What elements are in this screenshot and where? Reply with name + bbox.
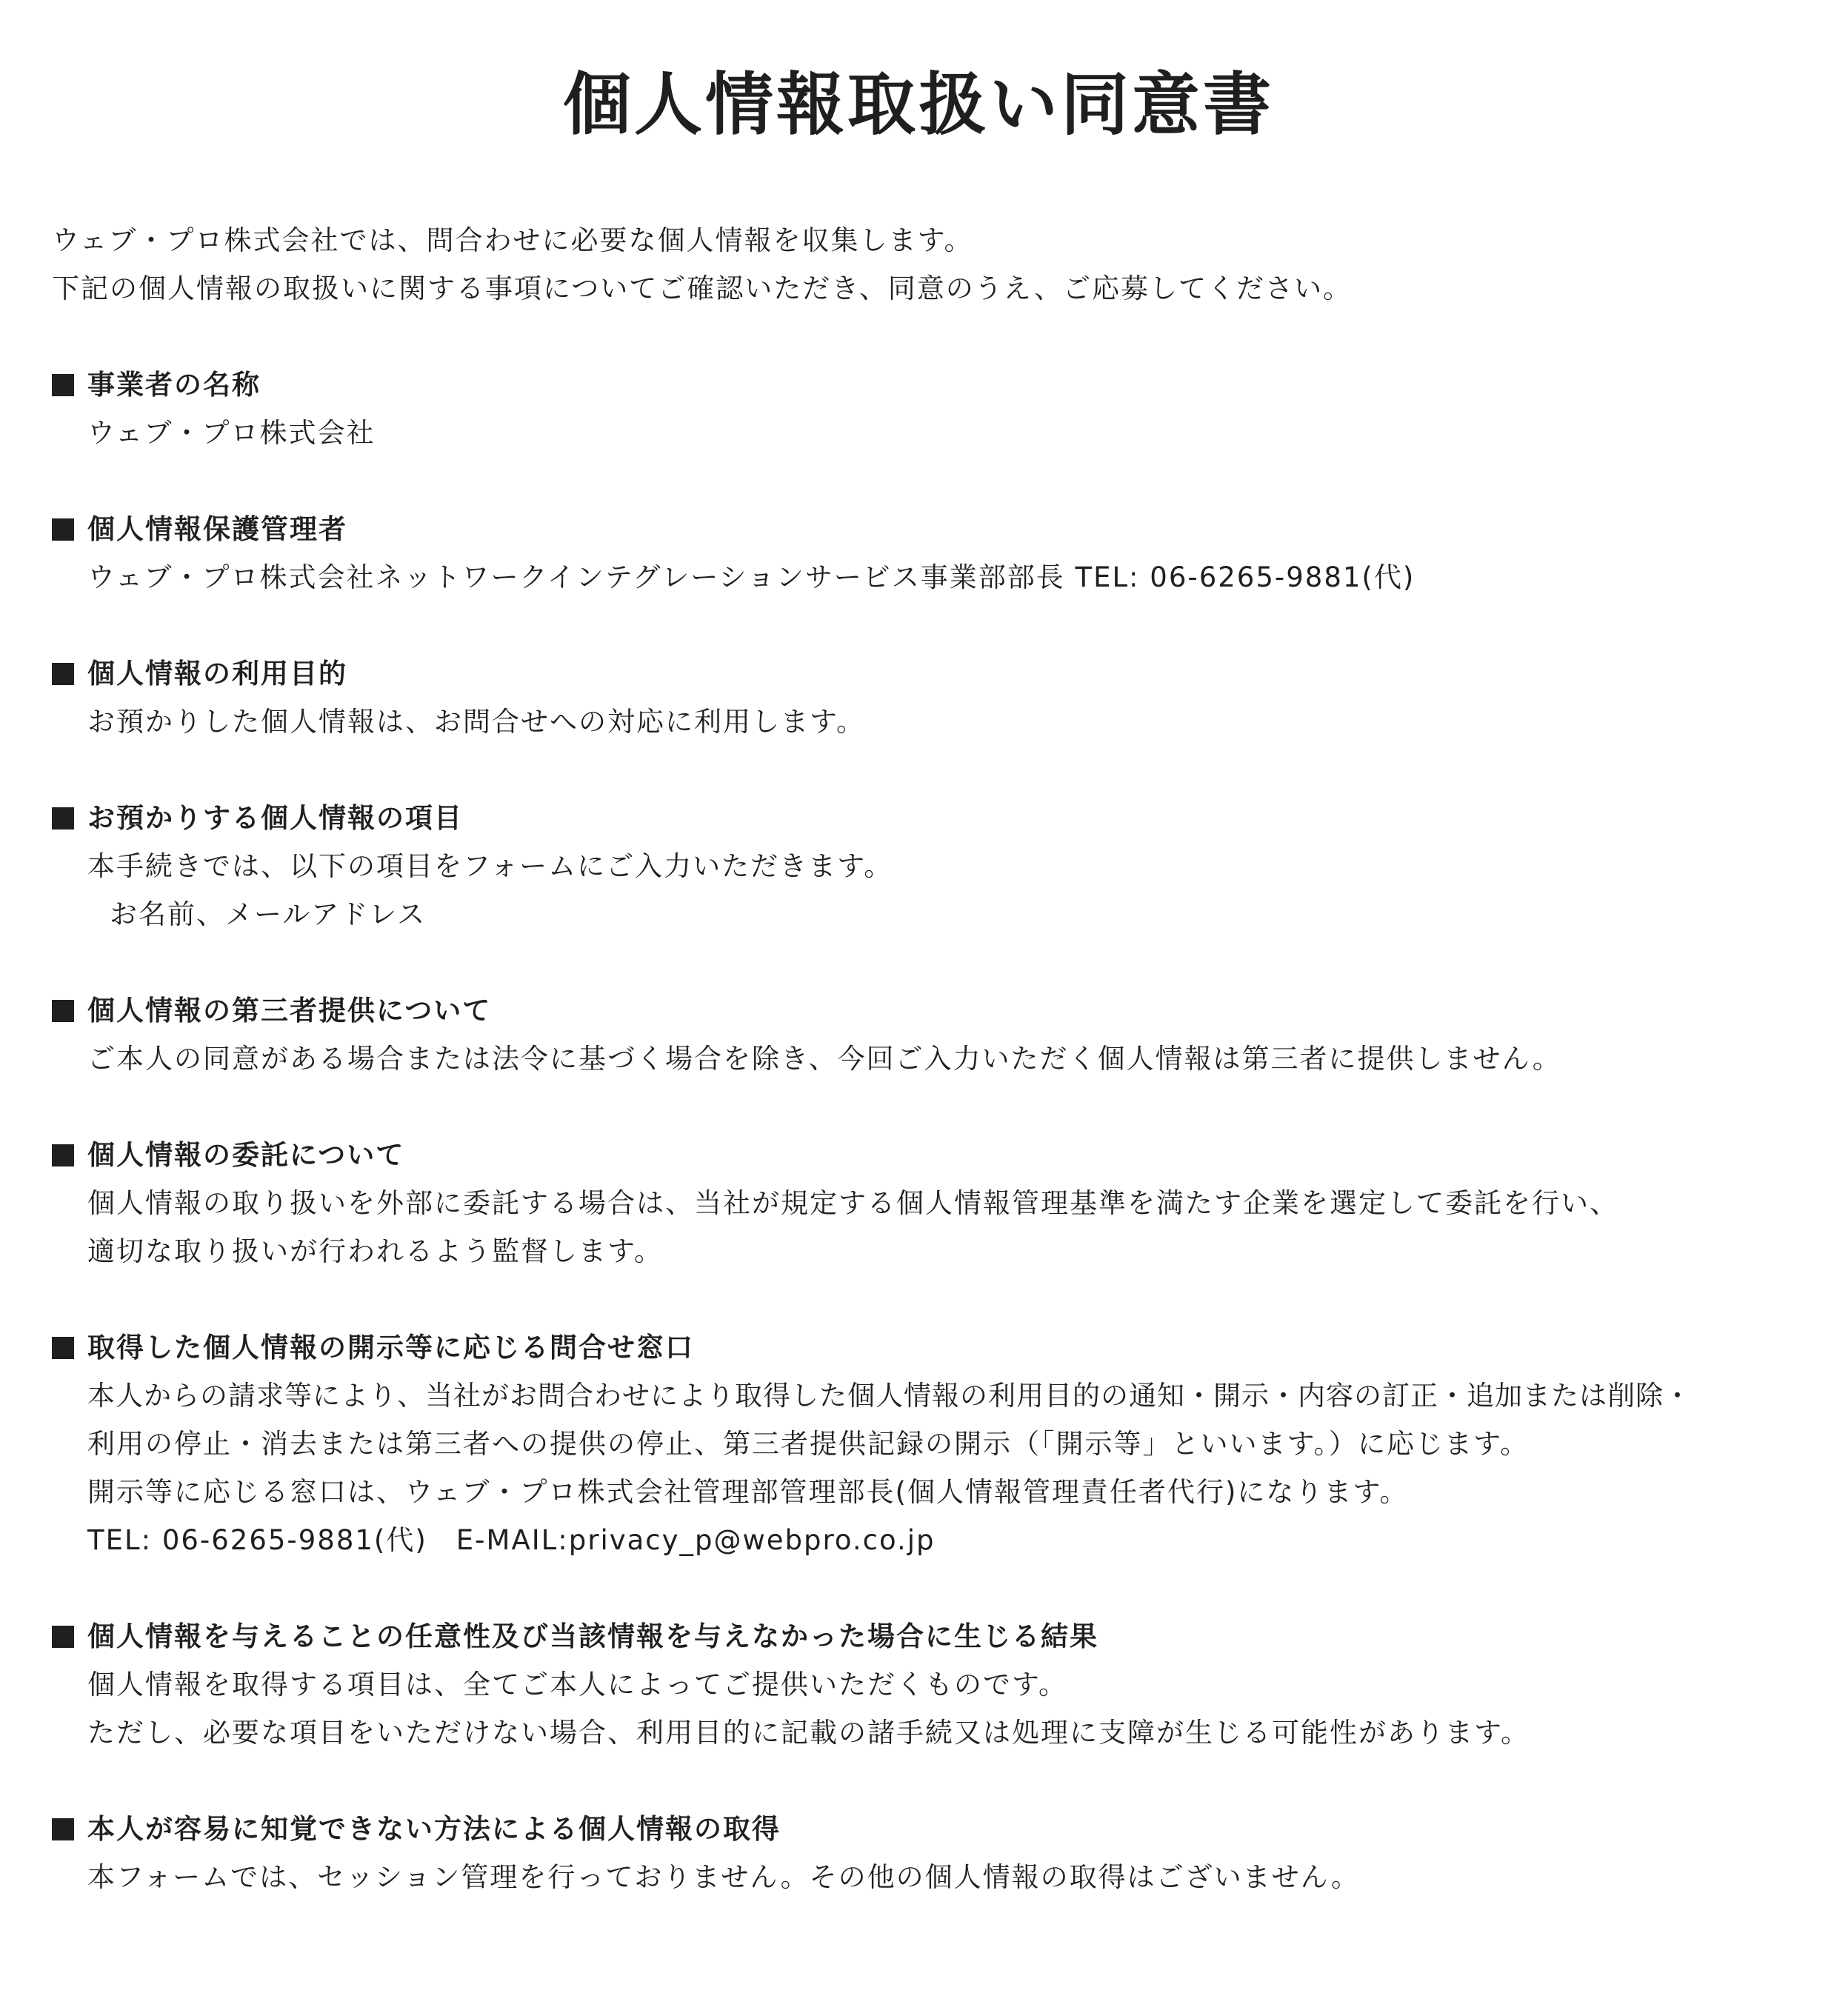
section-heading-text: 個人情報の第三者提供について <box>87 995 492 1027</box>
intro-line: 下記の個人情報の取扱いに関する事項についてご確認いただき、同意のうえ、ご応募してください。 <box>52 273 1352 304</box>
section-line: お名前、メールアドレス <box>110 898 427 930</box>
section-line: 利用の停止・消去または第三者への提供の停止、第三者提供記録の開示（「開示等」といいます。）に応じます。 <box>87 1428 1530 1460</box>
square-bullet-icon <box>52 1000 74 1022</box>
square-bullet-icon <box>52 1818 74 1840</box>
section-line: 個人情報を取得する項目は、全てご本人によってご提供いただくものです。 <box>87 1669 1068 1700</box>
square-bullet-icon <box>52 1337 74 1359</box>
section-line: ウェブ・プロ株式会社 <box>87 417 376 449</box>
intro-line: ウェブ・プロ株式会社では、問合わせに必要な個人情報を収集します。 <box>52 224 973 256</box>
section-line: 本フォームでは、セッション管理を行っておりません。その他の個人情報の取得はございません。 <box>87 1861 1360 1893</box>
section-heading <box>52 367 261 404</box>
section-heading <box>52 1618 1098 1655</box>
section-heading-text: 個人情報保護管理者 <box>87 513 347 545</box>
square-bullet-icon <box>52 807 74 830</box>
section-heading-text: 本人が容易に知覚できない方法による個人情報の取得 <box>87 1813 781 1845</box>
section-heading <box>52 511 347 548</box>
section-line: お預かりした個人情報は、お問合せへの対応に利用します。 <box>87 706 866 738</box>
section-line: ウェブ・プロ株式会社ネットワークインテグレーションサービス事業部部長 TEL: 06-6265-9881(代) <box>87 561 1416 593</box>
square-bullet-icon <box>52 518 74 541</box>
square-bullet-icon <box>52 1144 74 1166</box>
section-line: 開示等に応じる窓口は、ウェブ・プロ株式会社管理部管理部長(個人情報管理責任者代行)になります。 <box>87 1476 1409 1508</box>
section-heading <box>52 800 463 837</box>
section-line: 本手続きでは、以下の項目をフォームにご入力いただきます。 <box>87 850 893 882</box>
section-heading <box>52 1329 694 1366</box>
section-line: ただし、必要な項目をいただけない場合、利用目的に記載の諸手続又は処理に支障が生じる可能性があります。 <box>87 1717 1530 1749</box>
section-line: TEL: 06-6265-9881(代) E-MAIL:privacy_p@webpro.co.jp <box>87 1524 936 1556</box>
square-bullet-icon <box>52 1626 74 1648</box>
section-heading-text: 事業者の名称 <box>87 369 261 401</box>
section-heading <box>52 992 491 1029</box>
square-bullet-icon <box>52 663 74 685</box>
section-heading-text: 個人情報の委託について <box>87 1139 405 1171</box>
section-heading <box>52 1811 781 1848</box>
section-heading <box>52 1137 404 1174</box>
section-heading-text: 個人情報を与えることの任意性及び当該情報を与えなかった場合に生じる結果 <box>87 1621 1098 1652</box>
section-line: 本人からの請求等により、当社がお問合わせにより取得した個人情報の利用目的の通知・開示・内容の訂正・追加または削除・ <box>87 1380 1692 1412</box>
square-bullet-icon <box>52 374 74 396</box>
section-heading <box>52 655 347 692</box>
section-line: 個人情報の取り扱いを外部に委託する場合は、当社が規定する個人情報管理基準を満たす企業を選定して委託を行い、 <box>87 1187 1618 1219</box>
section-heading-text: お預かりする個人情報の項目 <box>87 802 463 834</box>
section-heading-text: 取得した個人情報の開示等に応じる問合せ窓口 <box>87 1332 694 1364</box>
section-line: 適切な取り扱いが行われるよう監督します。 <box>87 1235 664 1267</box>
section-line: ご本人の同意がある場合または法令に基づく場合を除き、今回ご入力いただく個人情報は第三者に提供しません。 <box>87 1043 1561 1075</box>
page-title: 個人情報取扱い同意書 <box>562 65 1274 144</box>
section-heading-text: 個人情報の利用目的 <box>87 658 347 690</box>
